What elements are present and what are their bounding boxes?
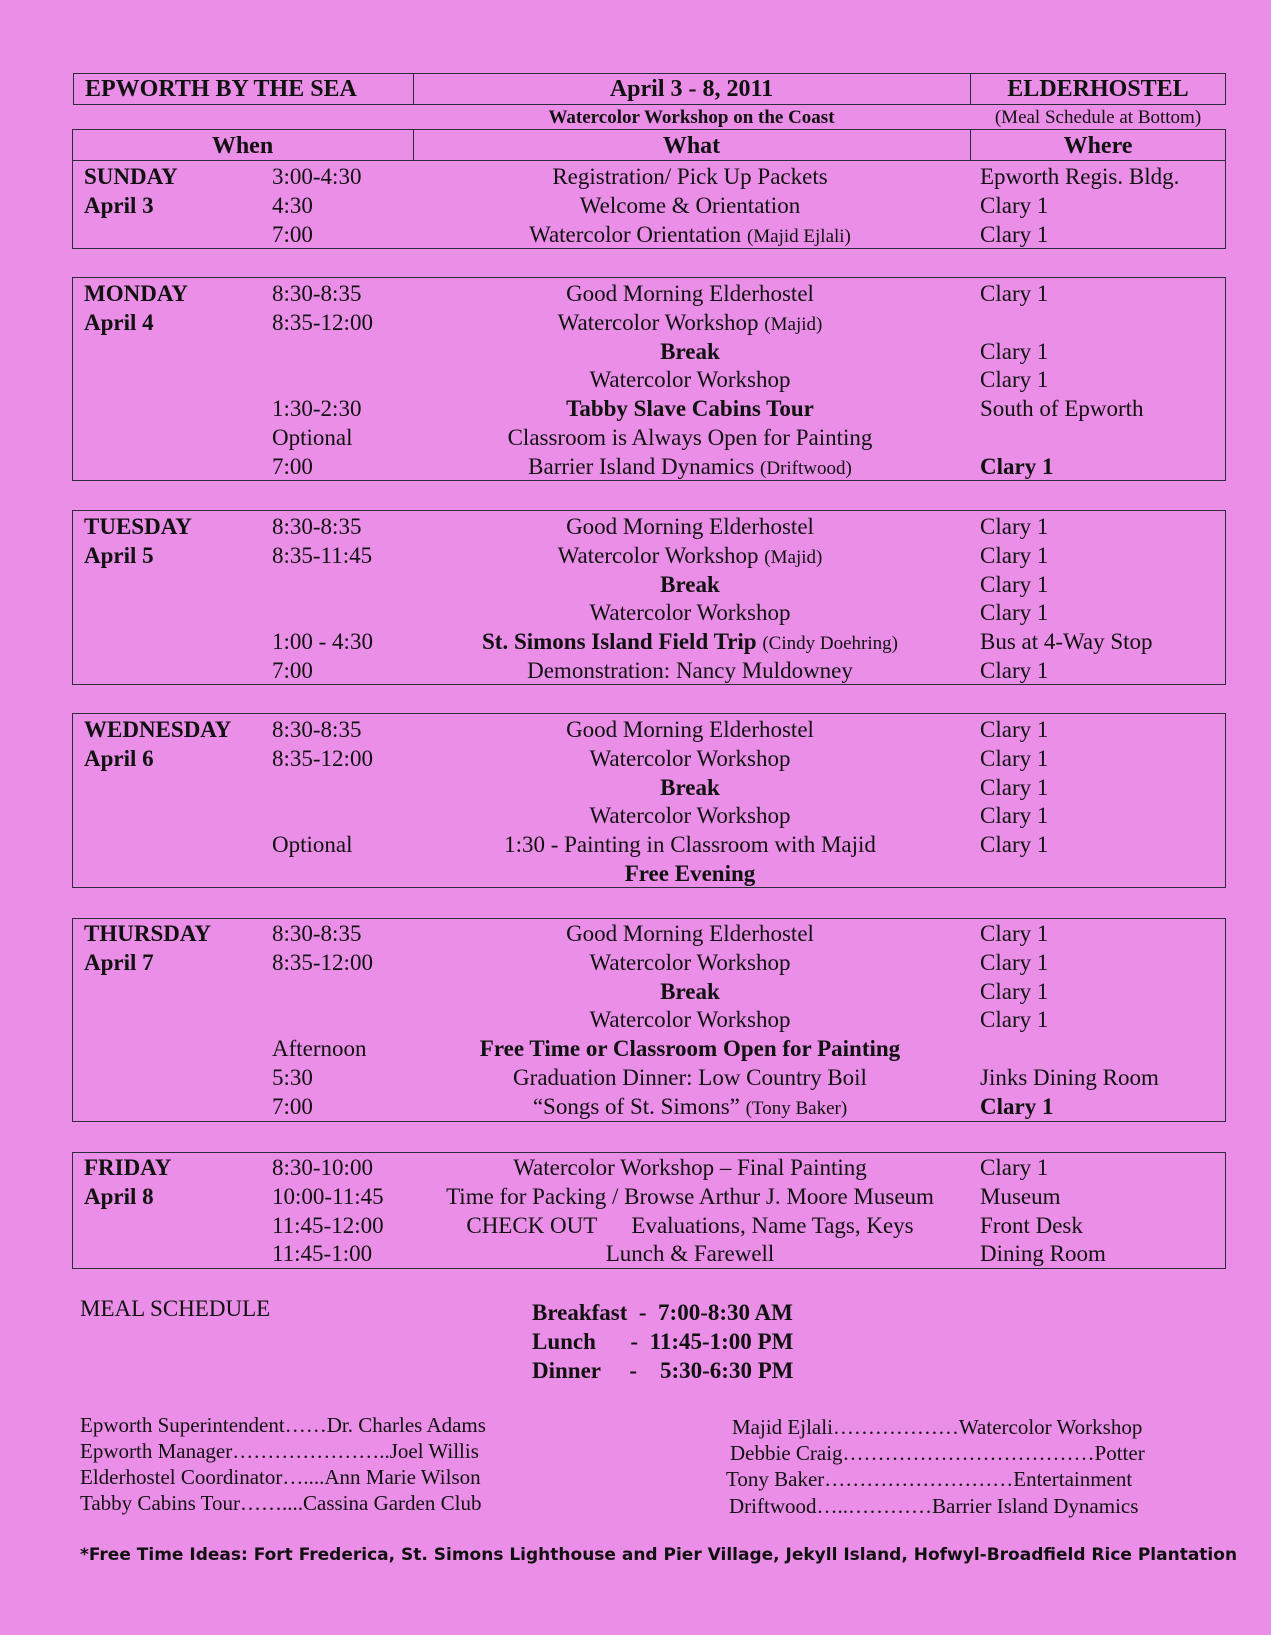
row-time: 3:00-4:30 bbox=[272, 164, 362, 189]
staff-left-4: Tabby Cabins Tour……....Cassina Garden Club bbox=[80, 1491, 482, 1515]
activity-label: Good Morning Elderhostel bbox=[566, 281, 814, 306]
activity-label: Good Morning Elderhostel bbox=[566, 514, 814, 539]
activity-label: Break bbox=[660, 978, 720, 1004]
row-activity bbox=[400, 627, 980, 656]
row-activity bbox=[400, 859, 980, 888]
row-location: Clary 1 bbox=[980, 978, 1049, 1004]
row-location: Clary 1 bbox=[980, 542, 1049, 568]
activity-label: Watercolor Workshop bbox=[589, 1007, 791, 1033]
staff-right-4: Driftwood…..…………Barrier Island Dynamics bbox=[729, 1494, 1139, 1518]
row-time: 5:30 bbox=[272, 1065, 313, 1090]
activity-label: “Songs of St. Simons” bbox=[532, 1093, 740, 1119]
staff-right-3: Tony Baker………………………Entertainment bbox=[726, 1467, 1133, 1491]
activity-label: Watercolor Workshop – Final Painting bbox=[513, 1155, 867, 1180]
row-location: Clary 1 bbox=[980, 453, 1054, 479]
row-time: 4:30 bbox=[272, 192, 313, 218]
workshop-subtitle: Watercolor Workshop on the Coast bbox=[548, 107, 835, 128]
activity-label: Break bbox=[660, 774, 720, 800]
activity-label: Time for Packing / Browse Arthur J. Moore Museum bbox=[446, 1183, 934, 1209]
row-activity bbox=[400, 1005, 980, 1034]
activity-label: Lunch & Farewell bbox=[605, 1241, 775, 1267]
row-location: Clary 1 bbox=[980, 367, 1049, 393]
row-activity bbox=[400, 744, 980, 773]
activity-label: 1:30 - Painting in Classroom with Majid bbox=[504, 832, 876, 858]
row-location: Clary 1 bbox=[980, 571, 1049, 597]
row-time: Afternoon bbox=[272, 1036, 367, 1062]
row-location: Clary 1 bbox=[980, 774, 1049, 800]
day-date: April 8 bbox=[84, 1183, 154, 1209]
activity-note: (Majid Ejlali) bbox=[746, 225, 851, 247]
staff-left-2: Epworth Manager…………………..Joel Willis bbox=[80, 1439, 479, 1463]
row-activity bbox=[400, 801, 980, 830]
meal-lunch: Lunch - 11:45-1:00 PM bbox=[532, 1329, 794, 1354]
org-name: EPWORTH BY THE SEA bbox=[85, 76, 357, 102]
row-location: Clary 1 bbox=[980, 338, 1049, 364]
day-name: FRIDAY bbox=[84, 1155, 172, 1180]
row-activity bbox=[400, 598, 980, 627]
activity-label: Good Morning Elderhostel bbox=[566, 717, 814, 742]
row-location: Clary 1 bbox=[980, 1007, 1049, 1033]
row-time: 8:35-12:00 bbox=[272, 949, 373, 975]
staff-left-3: Elderhostel Coordinator…....Ann Marie Wilson bbox=[80, 1465, 481, 1489]
activity-label: Watercolor Workshop bbox=[589, 600, 791, 626]
row-location: Clary 1 bbox=[980, 1093, 1054, 1119]
staff-right-1: Majid Ejlali………………Watercolor Workshop bbox=[732, 1415, 1143, 1439]
row-location: Clary 1 bbox=[980, 949, 1049, 975]
row-activity bbox=[400, 919, 980, 948]
activity-label: CHECK OUT Evaluations, Name Tags, Keys bbox=[466, 1212, 914, 1238]
row-location: Clary 1 bbox=[980, 658, 1049, 683]
row-activity bbox=[400, 1034, 980, 1063]
day-date: April 3 bbox=[84, 192, 154, 218]
row-time: 8:30-8:35 bbox=[272, 921, 362, 946]
row-time: Optional bbox=[272, 425, 353, 450]
meal-breakfast: Breakfast - 7:00-8:30 AM bbox=[532, 1300, 793, 1325]
row-location: Clary 1 bbox=[980, 803, 1049, 829]
day-date: April 7 bbox=[84, 949, 154, 975]
activity-note: (Majid) bbox=[764, 313, 823, 335]
row-activity bbox=[400, 1153, 980, 1182]
row-activity bbox=[400, 1211, 980, 1240]
meal-note: (Meal Schedule at Bottom) bbox=[994, 107, 1202, 128]
row-time: Optional bbox=[272, 832, 353, 858]
activity-label: Graduation Dinner: Low Country Boil bbox=[513, 1065, 867, 1090]
row-time: 10:00-11:45 bbox=[272, 1183, 384, 1209]
day-name: MONDAY bbox=[84, 281, 188, 306]
activity-label: Registration/ Pick Up Packets bbox=[552, 164, 828, 189]
row-time: 7:00 bbox=[272, 221, 313, 247]
row-location: Clary 1 bbox=[980, 281, 1049, 306]
row-time: 8:30-10:00 bbox=[272, 1155, 373, 1180]
row-location: Epworth Regis. Bldg. bbox=[980, 164, 1180, 189]
row-location: Clary 1 bbox=[980, 192, 1049, 218]
row-activity bbox=[400, 1063, 980, 1092]
activity-label: Watercolor Workshop bbox=[557, 309, 759, 335]
day-name: SUNDAY bbox=[84, 164, 178, 189]
row-time: 8:30-8:35 bbox=[272, 514, 362, 539]
row-time: 7:00 bbox=[272, 658, 313, 683]
activity-label: St. Simons Island Field Trip bbox=[482, 629, 757, 655]
row-activity bbox=[400, 452, 980, 481]
activity-label: Welcome & Orientation bbox=[579, 192, 801, 218]
row-activity bbox=[400, 512, 980, 541]
program-dates: April 3 - 8, 2011 bbox=[609, 76, 774, 102]
row-location: Clary 1 bbox=[980, 600, 1049, 626]
row-location: Bus at 4-Way Stop bbox=[980, 629, 1153, 655]
row-location: Dining Room bbox=[980, 1241, 1106, 1267]
row-activity bbox=[400, 541, 980, 570]
row-activity bbox=[400, 162, 980, 191]
row-location: Jinks Dining Room bbox=[980, 1065, 1159, 1090]
staff-right-2: Debbie Craig………………………………Potter bbox=[730, 1441, 1145, 1465]
row-location: Clary 1 bbox=[980, 717, 1049, 742]
row-time: 8:35-12:00 bbox=[272, 309, 373, 335]
activity-note: (Majid) bbox=[764, 546, 823, 568]
activity-note: (Cindy Doehring) bbox=[762, 633, 898, 655]
row-location: Clary 1 bbox=[980, 921, 1049, 946]
row-time: 11:45-1:00 bbox=[272, 1241, 373, 1267]
row-time: 8:30-8:35 bbox=[272, 281, 362, 306]
day-date: April 5 bbox=[84, 542, 154, 568]
col-where: Where bbox=[1063, 133, 1133, 159]
row-activity bbox=[400, 977, 980, 1006]
day-name: TUESDAY bbox=[84, 514, 192, 539]
row-location: Museum bbox=[980, 1183, 1061, 1209]
row-activity bbox=[400, 394, 980, 423]
row-activity bbox=[400, 220, 980, 249]
activity-label: Good Morning Elderhostel bbox=[566, 921, 814, 946]
row-time: 7:00 bbox=[272, 453, 313, 479]
row-time: 8:35-12:00 bbox=[272, 745, 373, 771]
row-time: 1:30-2:30 bbox=[272, 396, 362, 422]
activity-label: Break bbox=[660, 571, 720, 597]
col-when: When bbox=[211, 133, 274, 159]
row-activity bbox=[400, 423, 980, 452]
row-location: South of Epworth bbox=[980, 396, 1144, 422]
day-name: THURSDAY bbox=[84, 921, 211, 946]
row-location: Front Desk bbox=[980, 1212, 1083, 1238]
row-activity bbox=[400, 830, 980, 859]
staff-left-1: Epworth Superintendent……Dr. Charles Adams bbox=[80, 1413, 486, 1437]
row-activity bbox=[400, 1239, 980, 1268]
row-location: Clary 1 bbox=[980, 832, 1049, 858]
activity-label: Watercolor Orientation bbox=[529, 221, 742, 247]
row-activity bbox=[400, 715, 980, 744]
row-time: 8:35-11:45 bbox=[272, 542, 373, 568]
row-location: Clary 1 bbox=[980, 1155, 1049, 1180]
activity-label: Barrier Island Dynamics bbox=[528, 453, 755, 479]
activity-label: Free Time or Classroom Open for Painting bbox=[479, 1036, 901, 1062]
row-activity bbox=[400, 570, 980, 599]
activity-label: Watercolor Workshop bbox=[589, 367, 791, 393]
row-time: 7:00 bbox=[272, 1093, 313, 1119]
activity-label: Watercolor Workshop bbox=[589, 949, 791, 975]
row-activity bbox=[400, 1092, 980, 1121]
row-time: 11:45-12:00 bbox=[272, 1212, 384, 1238]
row-location: Clary 1 bbox=[980, 514, 1049, 539]
activity-label: Free Evening bbox=[624, 861, 756, 886]
activity-label: Break bbox=[660, 338, 720, 364]
activity-label: Watercolor Workshop bbox=[589, 803, 791, 829]
row-activity bbox=[400, 948, 980, 977]
row-activity bbox=[400, 365, 980, 394]
activity-note: (Tony Baker) bbox=[745, 1097, 848, 1119]
row-activity bbox=[400, 279, 980, 308]
activity-label: Tabby Slave Cabins Tour bbox=[566, 396, 814, 422]
row-activity bbox=[400, 773, 980, 802]
row-activity bbox=[400, 656, 980, 685]
activity-note: (Driftwood) bbox=[760, 457, 852, 479]
activity-label: Classroom is Always Open for Painting bbox=[507, 425, 873, 450]
activity-label: Watercolor Workshop bbox=[589, 745, 791, 771]
row-activity bbox=[400, 1182, 980, 1211]
day-date: April 4 bbox=[84, 309, 154, 335]
program-name: ELDERHOSTEL bbox=[1007, 76, 1189, 102]
row-activity bbox=[400, 191, 980, 220]
col-what: What bbox=[662, 133, 721, 159]
day-date: April 6 bbox=[84, 745, 154, 771]
free-time-ideas: *Free Time Ideas: Fort Frederica, St. Simons Lighthouse and Pier Village, Jekyll Island, Hofwyl-Broadfield Rice Plantation bbox=[80, 1545, 1238, 1565]
meal-dinner: Dinner - 5:30-6:30 PM bbox=[532, 1358, 794, 1383]
row-location: Clary 1 bbox=[980, 221, 1049, 247]
meal-schedule-title: MEAL SCHEDULE bbox=[80, 1296, 271, 1321]
row-activity bbox=[400, 308, 980, 337]
activity-label: Demonstration: Nancy Muldowney bbox=[527, 658, 853, 683]
day-name: WEDNESDAY bbox=[84, 717, 232, 742]
row-time: 8:30-8:35 bbox=[272, 717, 362, 742]
activity-label: Watercolor Workshop bbox=[557, 542, 759, 568]
row-location: Clary 1 bbox=[980, 745, 1049, 771]
row-activity bbox=[400, 337, 980, 366]
row-time: 1:00 - 4:30 bbox=[272, 629, 373, 655]
